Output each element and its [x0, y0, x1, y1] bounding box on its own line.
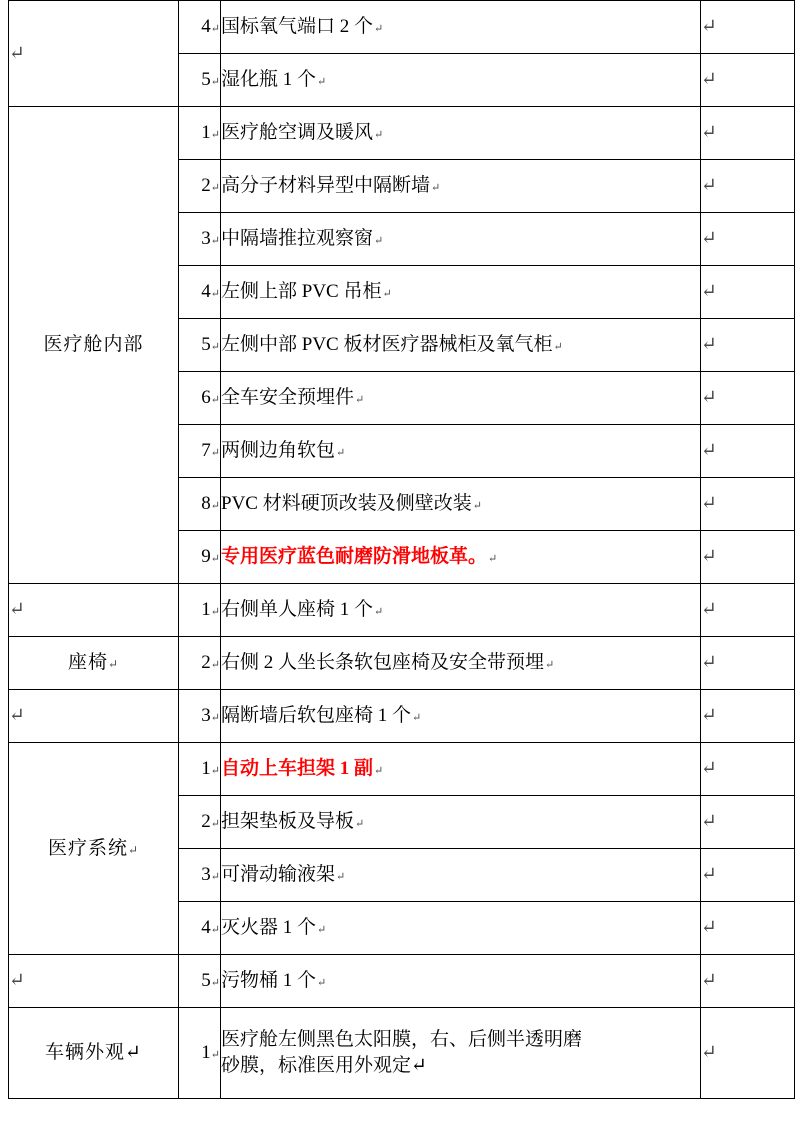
row-number: 1↵: [179, 584, 221, 637]
row-note: ↵: [701, 266, 795, 319]
pilcrow-mark: ↵: [210, 1049, 220, 1062]
category-cell-medical-system: 医疗系统↵: [9, 743, 179, 955]
pilcrow-mark: ↵: [127, 842, 140, 857]
row-number: 4↵: [179, 1, 221, 54]
row-number: 3↵: [179, 213, 221, 266]
row-number: 6↵: [179, 372, 221, 425]
pilcrow-mark: ↵: [210, 500, 220, 513]
pilcrow-mark: ↵: [210, 606, 220, 619]
table-row: [9, 1008, 795, 1099]
pilcrow-mark: ↵: [210, 447, 220, 460]
pilcrow-mark: ↵: [374, 129, 384, 142]
specification-table: [8, 0, 795, 1099]
pilcrow-mark: ↵: [9, 599, 25, 621]
pilcrow-mark: ↵: [210, 235, 220, 248]
table-row: [9, 955, 795, 1008]
row-description: 隔断墙后软包座椅 1 个↵: [221, 690, 701, 743]
pilcrow-mark: ↵: [9, 42, 25, 64]
pilcrow-mark: ↵: [411, 1055, 427, 1076]
row-note: ↵: [701, 1, 795, 54]
pilcrow-mark: ↵: [355, 394, 365, 407]
category-cell-seats: 座椅↵: [9, 637, 179, 690]
pilcrow-mark: ↵: [355, 818, 365, 831]
row-number: 1↵: [179, 107, 221, 160]
row-number: 4↵: [179, 266, 221, 319]
row-number: 2↵: [179, 796, 221, 849]
pilcrow-mark: ↵: [210, 765, 220, 778]
row-note: ↵: [701, 796, 795, 849]
pilcrow-mark: ↵: [210, 871, 220, 884]
description-line-1: 医疗舱左侧黑色太阳膜，右、后侧半透明磨: [221, 1029, 583, 1051]
pilcrow-mark: ↵: [210, 977, 220, 990]
table-row: [9, 743, 795, 796]
row-note: ↵: [701, 849, 795, 902]
pilcrow-mark: ↵: [9, 705, 25, 727]
row-number: 5↵: [179, 955, 221, 1008]
row-note: ↵: [701, 955, 795, 1008]
row-description: 灭火器 1 个↵: [221, 902, 701, 955]
row-note: ↵: [701, 1008, 795, 1099]
row-number: 3↵: [179, 690, 221, 743]
pilcrow-mark: ↵: [210, 712, 220, 725]
pilcrow-mark: ↵: [210, 23, 220, 36]
pilcrow-mark: ↵: [374, 23, 384, 36]
pilcrow-mark: ↵: [382, 288, 392, 301]
pilcrow-mark: ↵: [317, 977, 327, 990]
row-note: ↵: [701, 637, 795, 690]
row-note: ↵: [701, 902, 795, 955]
pilcrow-mark: ↵: [210, 394, 220, 407]
row-description: 全车安全预埋件↵: [221, 372, 701, 425]
row-description: 担架垫板及导板↵: [221, 796, 701, 849]
category-cell-empty: [9, 690, 179, 743]
category-cell-medical-cabin-interior: 医疗舱内部: [9, 107, 179, 584]
row-description: 污物桶 1 个↵: [221, 955, 701, 1008]
pilcrow-mark: ↵: [210, 924, 220, 937]
pilcrow-mark: ↵: [488, 553, 498, 566]
pilcrow-mark: ↵: [545, 659, 555, 672]
row-note: ↵: [701, 160, 795, 213]
description-line-2: 砂膜，标准医用外观定↵: [221, 1055, 427, 1076]
row-number: 2↵: [179, 160, 221, 213]
row-note: ↵: [701, 213, 795, 266]
pilcrow-mark: ↵: [336, 871, 346, 884]
pilcrow-mark: ↵: [210, 288, 220, 301]
row-number: 9↵: [179, 531, 221, 584]
row-description: 右侧单人座椅 1 个↵: [221, 584, 701, 637]
row-number: 5↵: [179, 319, 221, 372]
pilcrow-mark: ↵: [374, 765, 384, 778]
pilcrow-mark: ↵: [374, 606, 384, 619]
pilcrow-mark: ↵: [210, 659, 220, 672]
row-description: 两侧边角软包↵: [221, 425, 701, 478]
row-number: 1↵: [179, 743, 221, 796]
row-description: PVC 材料硬顶改装及侧壁改装↵: [221, 478, 701, 531]
row-number: 3↵: [179, 849, 221, 902]
row-description: 高分子材料异型中隔断墙↵: [221, 160, 701, 213]
row-description: 右侧 2 人坐长条软包座椅及安全带预埋↵: [221, 637, 701, 690]
row-note: ↵: [701, 584, 795, 637]
pilcrow-mark: ↵: [317, 924, 327, 937]
row-number: 8↵: [179, 478, 221, 531]
pilcrow-mark: ↵: [210, 341, 220, 354]
row-note: ↵: [701, 372, 795, 425]
row-note: ↵: [701, 54, 795, 107]
row-description: 左侧中部 PVC 板材医疗器械柜及氧气柜↵: [221, 319, 701, 372]
row-description: 国标氧气端口 2 个↵: [221, 1, 701, 54]
pilcrow-mark: ↵: [412, 712, 422, 725]
pilcrow-mark: ↵: [472, 500, 482, 513]
pilcrow-mark: ↵: [125, 1042, 142, 1064]
pilcrow-mark: ↵: [431, 182, 441, 195]
pilcrow-mark: ↵: [317, 76, 327, 89]
row-note: ↵: [701, 690, 795, 743]
table-row: [9, 107, 795, 160]
pilcrow-mark: ↵: [210, 76, 220, 89]
row-number: 7↵: [179, 425, 221, 478]
row-description: 左侧上部 PVC 吊柜↵: [221, 266, 701, 319]
row-note: ↵: [701, 478, 795, 531]
pilcrow-mark: ↵: [210, 553, 220, 566]
table-row: [9, 584, 795, 637]
pilcrow-mark: ↵: [553, 341, 563, 354]
row-note: ↵: [701, 425, 795, 478]
category-cell-vehicle-appearance: 车辆外观↵: [9, 1008, 179, 1099]
pilcrow-mark: ↵: [336, 447, 346, 460]
row-description: 可滑动输液架↵: [221, 849, 701, 902]
row-number: 1↵: [179, 1008, 221, 1099]
row-description-highlighted: 专用医疗蓝色耐磨防滑地板革。↵: [221, 531, 701, 584]
pilcrow-mark: ↵: [210, 182, 220, 195]
row-description-highlighted: 自动上车担架 1 副↵: [221, 743, 701, 796]
row-note: ↵: [701, 319, 795, 372]
pilcrow-mark: ↵: [210, 818, 220, 831]
pilcrow-mark: ↵: [9, 970, 25, 992]
row-note: ↵: [701, 743, 795, 796]
category-cell-empty: [9, 584, 179, 637]
category-cell-empty: [9, 955, 179, 1008]
row-number: 5↵: [179, 54, 221, 107]
pilcrow-mark: ↵: [210, 129, 220, 142]
table-row: [9, 637, 795, 690]
row-description: 湿化瓶 1 个↵: [221, 54, 701, 107]
row-description: 医疗舱空调及暖风↵: [221, 107, 701, 160]
row-description: [221, 1008, 701, 1099]
row-note: ↵: [701, 531, 795, 584]
row-number: 2↵: [179, 637, 221, 690]
row-description: 中隔墙推拉观察窗↵: [221, 213, 701, 266]
row-note: ↵: [701, 107, 795, 160]
row-number: 4↵: [179, 902, 221, 955]
table-row: [9, 1, 795, 54]
table-row: [9, 690, 795, 743]
pilcrow-mark: ↵: [107, 657, 120, 672]
category-cell-empty: [9, 1, 179, 107]
pilcrow-mark: ↵: [374, 235, 384, 248]
